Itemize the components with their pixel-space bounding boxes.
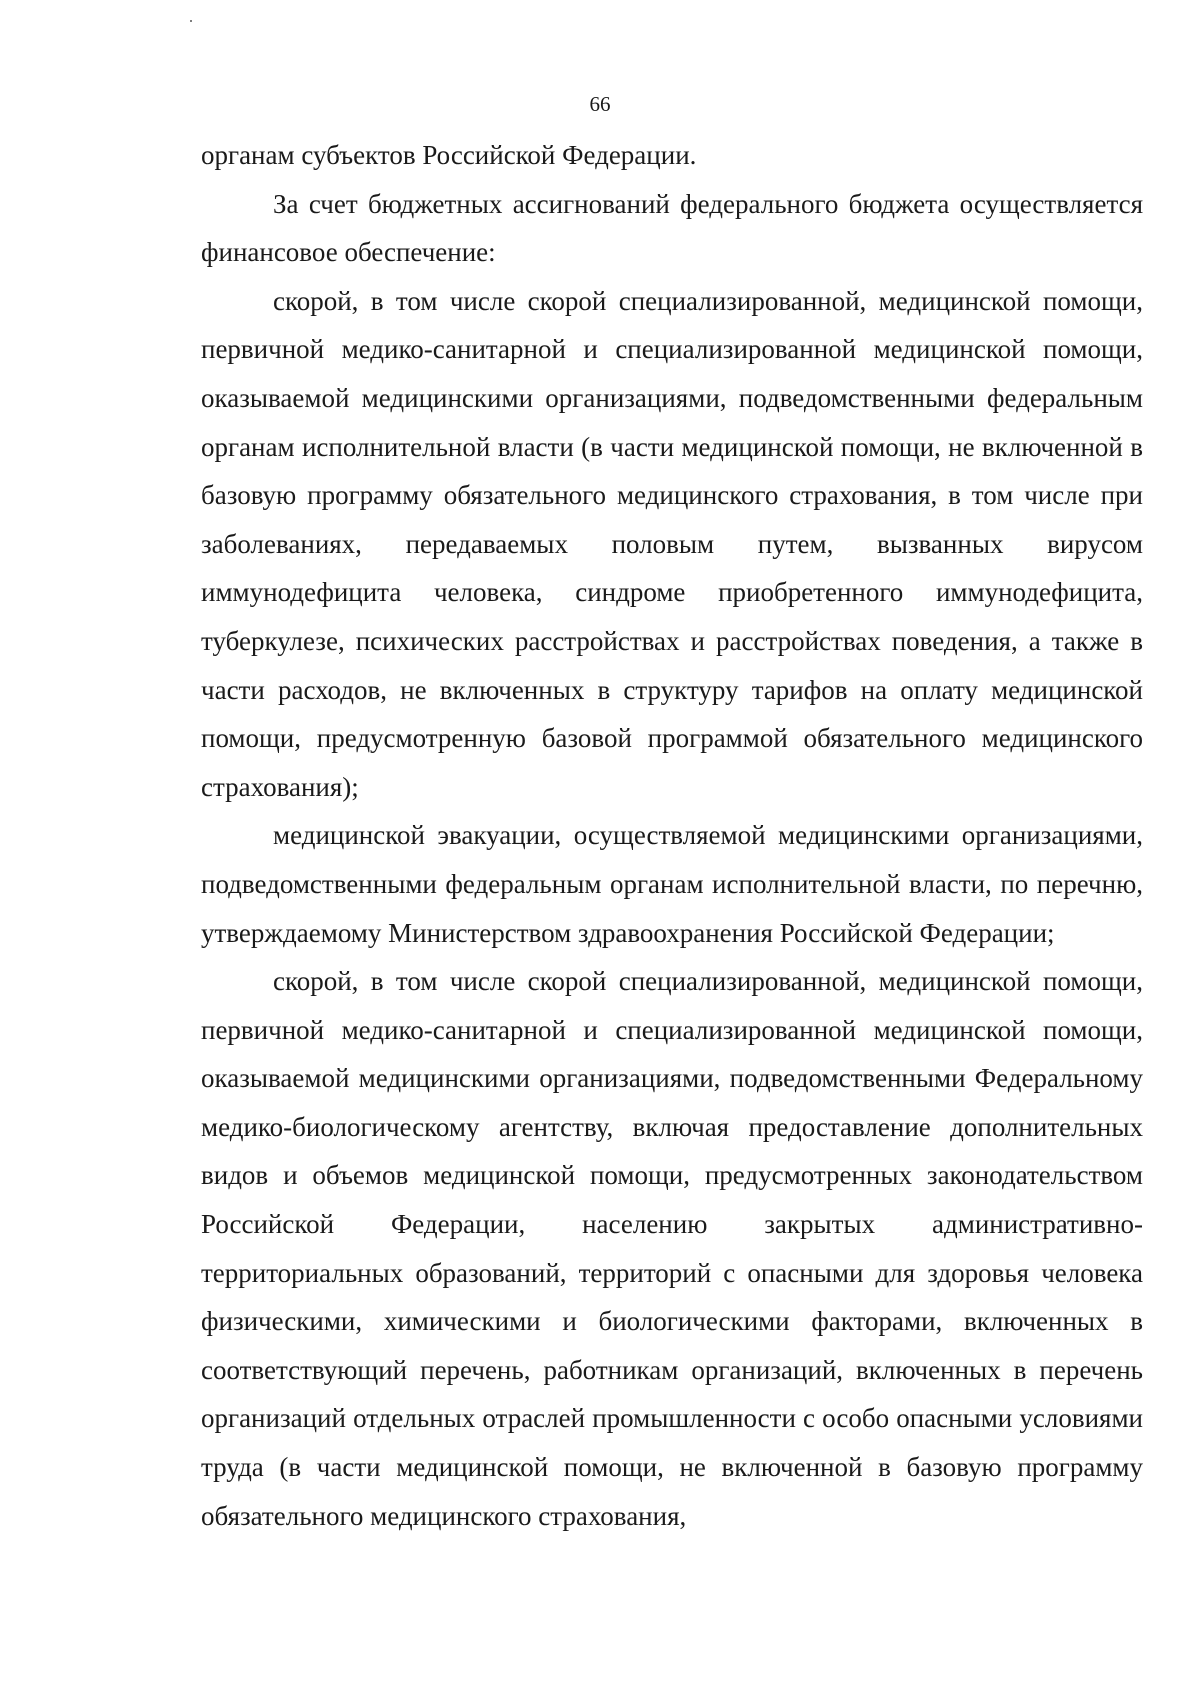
- paragraph-funding-intro: За счет бюджетных ассигнований федерального бюджета осуществляется финансовое обеспечение:: [201, 188, 1143, 268]
- paragraph-continuation: органам субъектов Российской Федерации.: [201, 140, 697, 170]
- scan-speck: [190, 20, 192, 22]
- page-number: 66: [589, 92, 611, 116]
- paragraph-federal-medical-care: скорой, в том числе скорой специализированной, медицинской помощи, первичной медико-санитарной и специализированной медицинской помощи, оказываемой медицинскими организациями, подведомственными федеральным органам исполнительной власти (в части медицинской помощи, не включенной в базовую программу обязательного медицинского страхования, в том числе при заболеваниях, передаваемых половым путем, вызванных вирусом иммунодефицита человека, синдроме приобретенного иммунодефицита, туберкулезе, психических расстройствах и расстройствах поведения, а также в части расходов, не включенных в структуру тарифов на оплату медицинской помощи, предусмотренную базовой программой обязательного медицинского страхования);: [201, 285, 1143, 802]
- paragraph-fmba-medical-care: скорой, в том числе скорой специализированной, медицинской помощи, первичной медико-санитарной и специализированной медицинской помощи, оказываемой медицинскими организациями, подведомственными Федеральному медико-биологическому агентству, включая предоставление дополнительных видов и объемов медицинской помощи, предусмотренных законодательством Российской Федерации, населению закрытых административно-территориальных образований, территорий с опасными для здоровья человека физическими, химическими и биологическими факторами, включенных в соответствующий перечень, работникам организаций, включенных в перечень организаций отдельных отраслей промышленности с особо опасными условиями труда (в части медицинской помощи, не включенной в базовую программу обязательного медицинского страхования,: [201, 966, 1143, 1531]
- paragraph-medical-evacuation: медицинской эвакуации, осуществляемой медицинскими организациями, подведомственными федеральным органам исполнительной власти, по перечню, утверждаемому Министерством здравоохранения Российской Федерации;: [201, 820, 1143, 948]
- document-body: [201, 131, 1143, 1540]
